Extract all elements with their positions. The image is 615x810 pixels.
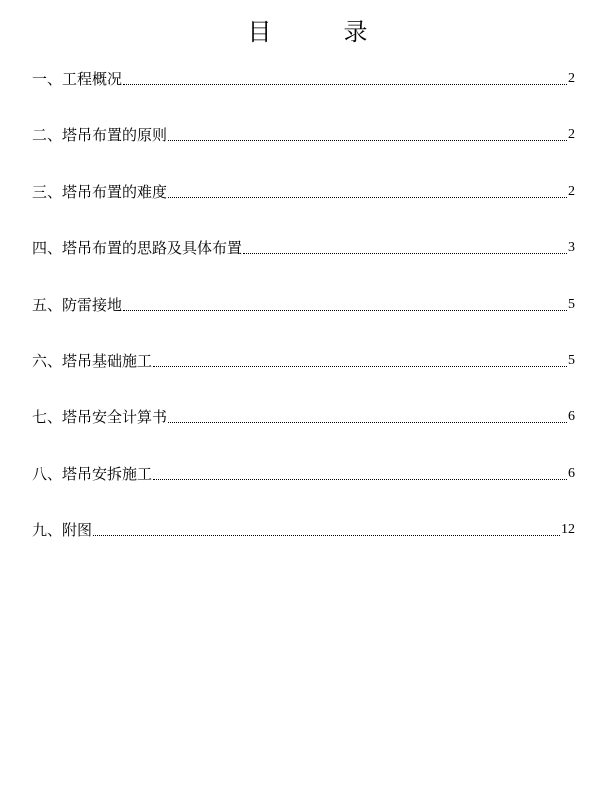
- toc-entry-page: 2: [568, 183, 575, 199]
- dot-leader: [123, 83, 567, 85]
- toc-entry: [32, 203, 575, 259]
- dot-leader: [168, 139, 567, 141]
- toc-entry-page: 6: [568, 465, 575, 481]
- toc-entry-page: 6: [568, 409, 575, 425]
- dot-leader: [153, 478, 567, 480]
- toc-entry: [32, 316, 575, 372]
- dot-leader: [153, 365, 567, 367]
- toc-entry-page: 5: [568, 296, 575, 312]
- toc-entry-page: 12: [561, 522, 575, 538]
- dot-leader: [243, 252, 567, 254]
- toc-entry-page: 3: [568, 240, 575, 256]
- toc-entry-label: 九、附图: [32, 521, 93, 540]
- toc-entry-label: 一、工程概况: [32, 70, 123, 88]
- toc-entry-label: 四、塔吊布置的思路及具体布置: [32, 239, 243, 258]
- toc-entry-label: 八、塔吊安拆施工: [32, 464, 153, 483]
- toc-entry-page: 2: [568, 71, 575, 86]
- dot-leader: [168, 196, 567, 198]
- dot-leader: [123, 309, 567, 311]
- toc-entry: [32, 259, 575, 315]
- toc-entry: [32, 428, 575, 484]
- toc-entry-page: 5: [568, 352, 575, 368]
- toc-entry: [32, 485, 575, 541]
- toc-entry-label: 六、塔吊基础施工: [32, 351, 153, 370]
- toc-entry-label: 五、防雷接地: [32, 295, 123, 314]
- toc-entry: [32, 68, 575, 90]
- dot-leader: [93, 534, 560, 536]
- toc-title: 目 录: [247, 18, 392, 46]
- toc-entry-label: 三、塔吊布置的难度: [32, 182, 168, 201]
- toc-entry-label: 二、塔吊布置的原则: [32, 126, 168, 145]
- toc-entry: [32, 372, 575, 428]
- toc-list: [32, 68, 575, 541]
- dot-leader: [168, 421, 567, 423]
- toc-entry-page: 2: [568, 127, 575, 143]
- toc-entry: [32, 90, 575, 146]
- toc-entry: [32, 146, 575, 202]
- toc-entry-label: 七、塔吊安全计算书: [32, 408, 168, 427]
